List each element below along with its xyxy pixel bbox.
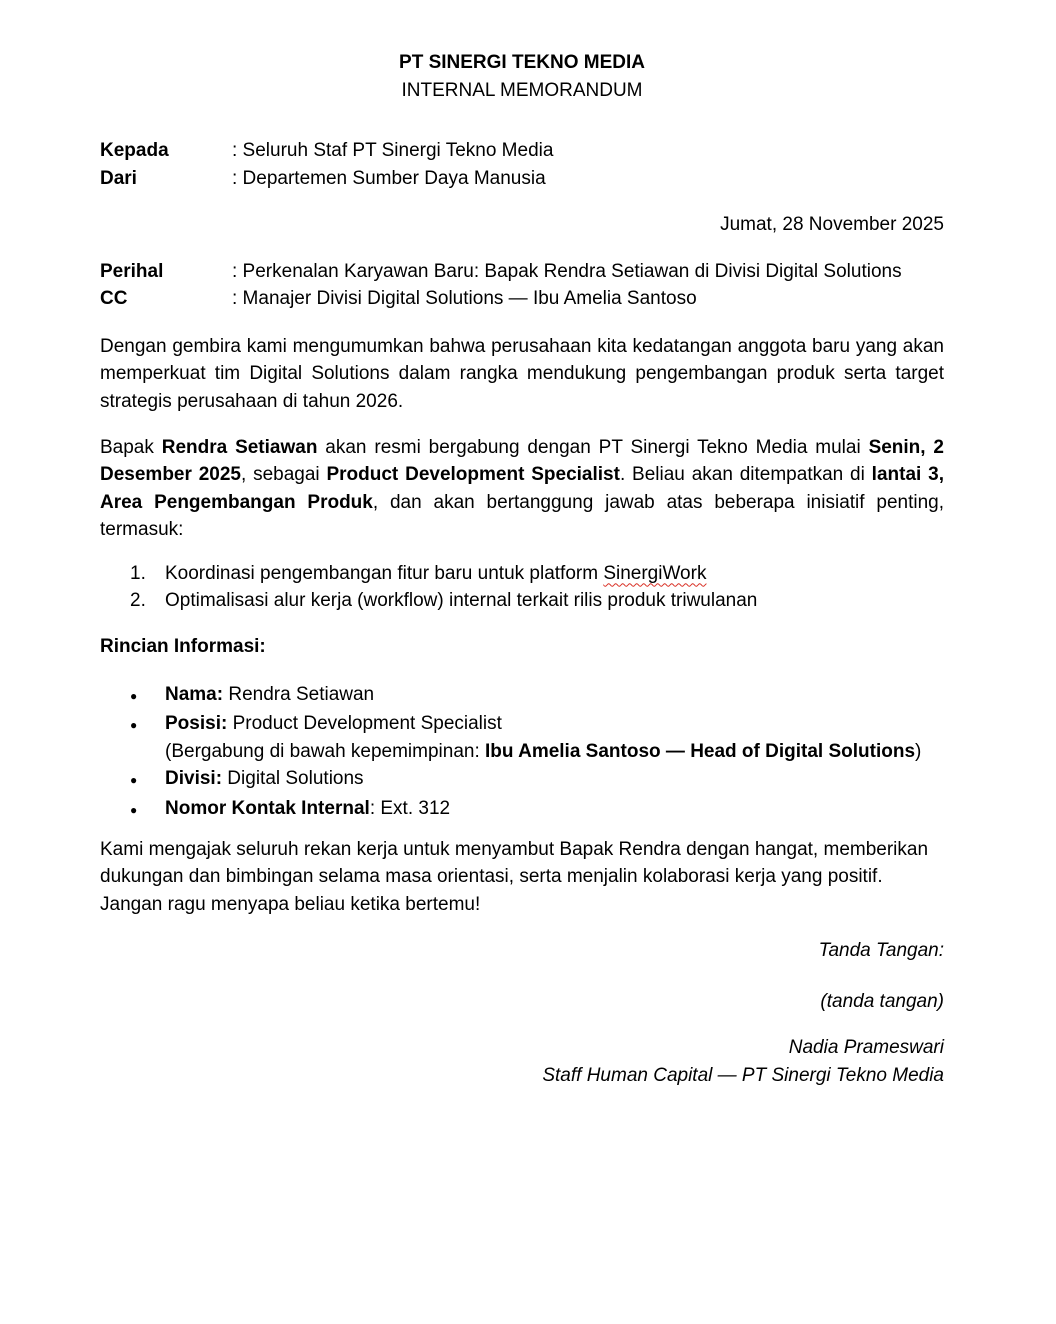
meta-row-dari <box>100 165 944 193</box>
meta-subject-cc <box>100 258 944 313</box>
paragraph-closing: Kami mengajak seluruh rekan kerja untuk menyambut Bapak Rendra dengan hangat, memberikan dukungan dan bimbingan selama masa orientasi, serta menjalin kolaborasi kerja yang positif. Jangan ragu menyapa beliau ketika bertemu! <box>100 838 929 915</box>
detail-item-text: Posisi: Product Development Specialist (Bergabung di bawah kepemimpinan: Ibu Amelia Santoso — Head of Digital Solutions) <box>165 713 922 762</box>
signature-placeholder: (tanda tangan) <box>820 991 944 1012</box>
initiatives-list <box>100 560 944 615</box>
section-heading-rincian: Rincian Informasi: <box>100 635 266 657</box>
meta-value-kepada: : Seluruh Staf PT Sinergi Tekno Media <box>232 140 554 161</box>
detail-item-kontak <box>100 795 944 825</box>
signature-name: Nadia Prameswari <box>788 1037 944 1058</box>
detail-item-posisi <box>100 710 944 765</box>
detail-item-text: Nama: Rendra Setiawan <box>165 683 375 705</box>
meta-value-cc: : Manajer Divisi Digital Solutions — Ibu Amelia Santoso <box>232 288 697 309</box>
initiative-item-1 <box>100 560 944 588</box>
detail-item-nama <box>100 681 944 711</box>
meta-label-dari: Dari <box>100 167 137 189</box>
signature-title: Staff Human Capital — PT Sinergi Tekno Media <box>542 1064 944 1086</box>
memo-header <box>100 49 944 104</box>
details-list <box>100 681 944 825</box>
bullet-icon: ● <box>130 773 138 787</box>
bullet-icon: ● <box>130 718 138 732</box>
meta-row-cc <box>100 285 944 313</box>
detail-item-divisi <box>100 765 944 795</box>
paragraph-announcement: Bapak Rendra Setiawan akan resmi bergabung dengan PT Sinergi Tekno Media mulai Senin, 2 Desember 2025, sebagai Product Development Specialist. Beliau akan ditempatkan di lantai 3, Area Pengembangan Produk, dan akan bertanggung jawab atas beberapa inisiatif penting, termasuk: <box>100 436 945 540</box>
signature-heading: Tanda Tangan: <box>818 940 944 961</box>
meta-label-cc: CC <box>100 288 128 309</box>
date-line: Jumat, 28 November 2025 <box>720 213 944 235</box>
meta-row-kepada <box>100 137 944 165</box>
meta-value-perihal: : Perkenalan Karyawan Baru: Bapak Rendra Setiawan di Divisi Digital Solutions <box>232 260 902 282</box>
initiative-item-2 <box>100 587 944 615</box>
detail-item-text: Nomor Kontak Internal: Ext. 312 <box>165 797 451 819</box>
list-number: 1. <box>130 562 146 584</box>
meta-label-perihal: Perihal <box>100 260 164 282</box>
initiative-item-text: Koordinasi pengembangan fitur baru untuk platform SinergiWork <box>165 562 707 584</box>
memo-subtitle: INTERNAL MEMORANDUM <box>401 79 643 101</box>
meta-label-kepada: Kepada <box>100 140 169 161</box>
detail-item-text: Divisi: Digital Solutions <box>165 768 364 789</box>
meta-row-perihal <box>100 258 944 286</box>
bullet-icon: ● <box>130 688 138 703</box>
paragraph-intro: Dengan gembira kami mengumumkan bahwa perusahaan kita kedatangan anggota baru yang akan memperkuat tim Digital Solutions dalam rangka mendukung pengembangan produk serta target strategis perusahaan di tahun 2026. <box>100 335 944 412</box>
signature-block <box>100 937 944 1089</box>
bullet-icon: ● <box>130 802 138 817</box>
memo-title: PT SINERGI TEKNO MEDIA <box>399 52 645 73</box>
list-number: 2. <box>130 590 146 611</box>
meta-to-from <box>100 137 944 192</box>
meta-value-dari: : Departemen Sumber Daya Manusia <box>232 167 546 189</box>
initiative-item-text: Optimalisasi alur kerja (workflow) internal terkait rilis produk triwulanan <box>165 590 758 611</box>
